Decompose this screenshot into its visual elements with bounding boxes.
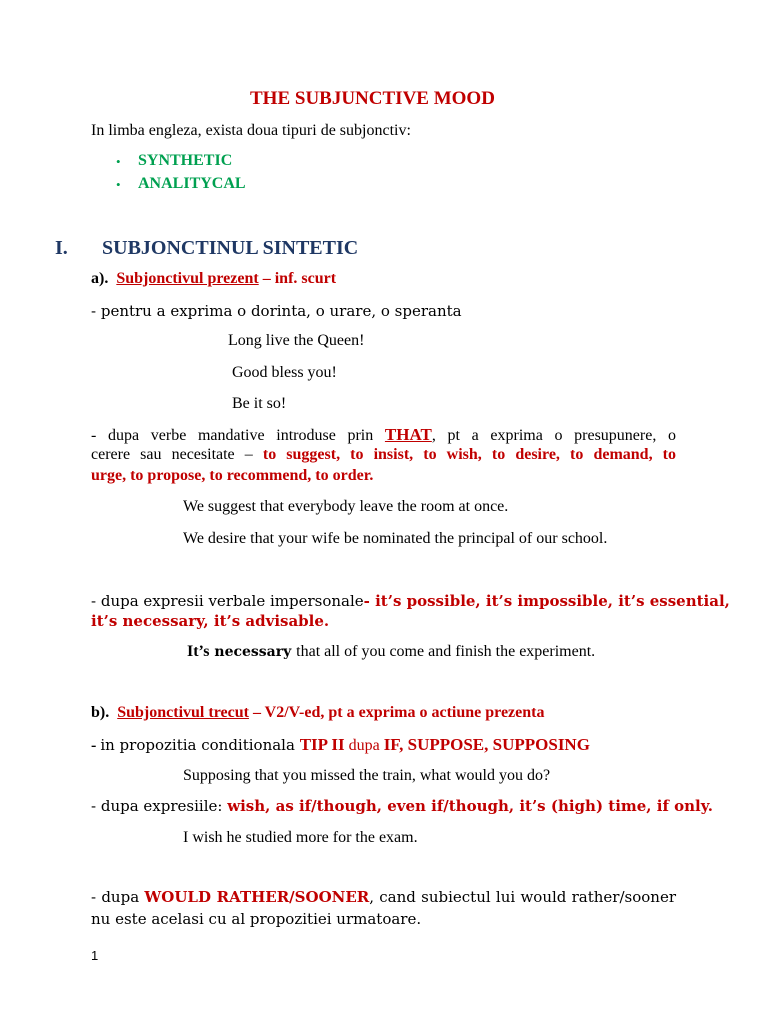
bullet-analitycal: ANALITYCAL <box>138 175 246 192</box>
example-wish: I wish he studied more for the exam. <box>183 829 418 846</box>
subheading-b-prefix: b). <box>91 704 110 721</box>
example-impersonal-rest: that all of you come and finish the experiment. <box>296 643 596 660</box>
mandative-line1-text: - dupa verbe mandative introduse prin <box>91 427 385 444</box>
mandative-line2 <box>91 446 676 464</box>
section-number: I. <box>55 237 68 259</box>
subheading-a-label: Subjonctivul prezent <box>116 270 259 287</box>
conditional-line <box>91 735 590 755</box>
would-rather-post: , cand subiectul lui would rather/sooner <box>369 888 677 906</box>
subheading-b-rest: – V2/V-ed, pt a exprima o actiune prezenta <box>248 704 545 721</box>
example-conditional: Supposing that you missed the train, what would you do? <box>183 767 551 784</box>
tip-ii-keyword: TIP II <box>299 735 345 754</box>
example-impersonal-its: It’s <box>187 643 210 660</box>
conditional-dupa: dupa <box>344 737 384 754</box>
line-a1: - pentru a exprima o dorinta, o urare, o speranta <box>91 302 462 320</box>
conditional-dash: - <box>91 737 101 754</box>
impersonal-line2: it’s necessary, it’s advisable. <box>91 612 330 630</box>
conditional-text: in propozitia conditionala <box>100 736 300 754</box>
impersonal-line1-text: - dupa expresii verbale impersonale <box>91 592 364 610</box>
page-title: THE SUBJUNCTIVE MOOD <box>250 88 495 109</box>
expresii-text: - dupa expresiile: <box>91 797 228 815</box>
example-a2: Good bless you! <box>232 364 337 381</box>
example-mandative-1: We suggest that everybody leave the room at once. <box>183 498 509 515</box>
bullet-icon: • <box>116 177 121 192</box>
subheading-b <box>91 704 544 722</box>
that-keyword: THAT <box>384 425 432 444</box>
mandative-line1-post: , pt a exprima o presupunere, o <box>431 427 677 444</box>
mandative-verbs: to suggest, to insist, to wish, to desire, to demand, to <box>262 446 676 463</box>
impersonal-expressions: - it’s possible, it’s impossible, it’s essential, <box>363 592 730 610</box>
page-number: 1 <box>91 948 99 963</box>
subheading-a-prefix: a). <box>91 270 109 287</box>
subheading-b-label: Subjonctivul trecut <box>117 704 249 721</box>
example-mandative-2: We desire that your wife be nominated the principal of our school. <box>183 530 608 547</box>
expresii-keywords: wish, as if/though, even if/though, it’s (high) time, if only. <box>227 797 713 815</box>
example-a1: Long live the Queen! <box>228 332 365 349</box>
mandative-line3: urge, to propose, to recommend, to order. <box>91 467 374 484</box>
bullet-icon: • <box>116 154 121 169</box>
bullet-synthetic: SYNTHETIC <box>138 152 233 169</box>
subheading-a-rest: – inf. scurt <box>258 270 337 287</box>
expresii-line <box>91 797 713 816</box>
would-rather-line2: nu este acelasi cu al propozitiei urmatoare. <box>91 910 422 928</box>
example-impersonal-necessary: necessary <box>209 644 297 660</box>
mandative-line2-text: cerere sau necesitate – <box>91 446 263 463</box>
would-rather-keyword: WOULD RATHER/SOONER <box>144 888 370 906</box>
intro-text: In limba engleza, exista doua tipuri de subjonctiv: <box>91 122 411 139</box>
subheading-a <box>91 270 336 288</box>
would-rather-line1 <box>91 888 676 907</box>
section-title: SUBJONCTINUL SINTETIC <box>102 237 359 259</box>
example-a3: Be it so! <box>232 395 287 412</box>
impersonal-line1 <box>91 592 730 611</box>
conditional-keywords: IF, SUPPOSE, SUPPOSING <box>383 735 590 754</box>
mandative-line1 <box>91 425 676 445</box>
would-rather-pre: - dupa <box>91 888 145 906</box>
example-impersonal <box>187 643 595 661</box>
